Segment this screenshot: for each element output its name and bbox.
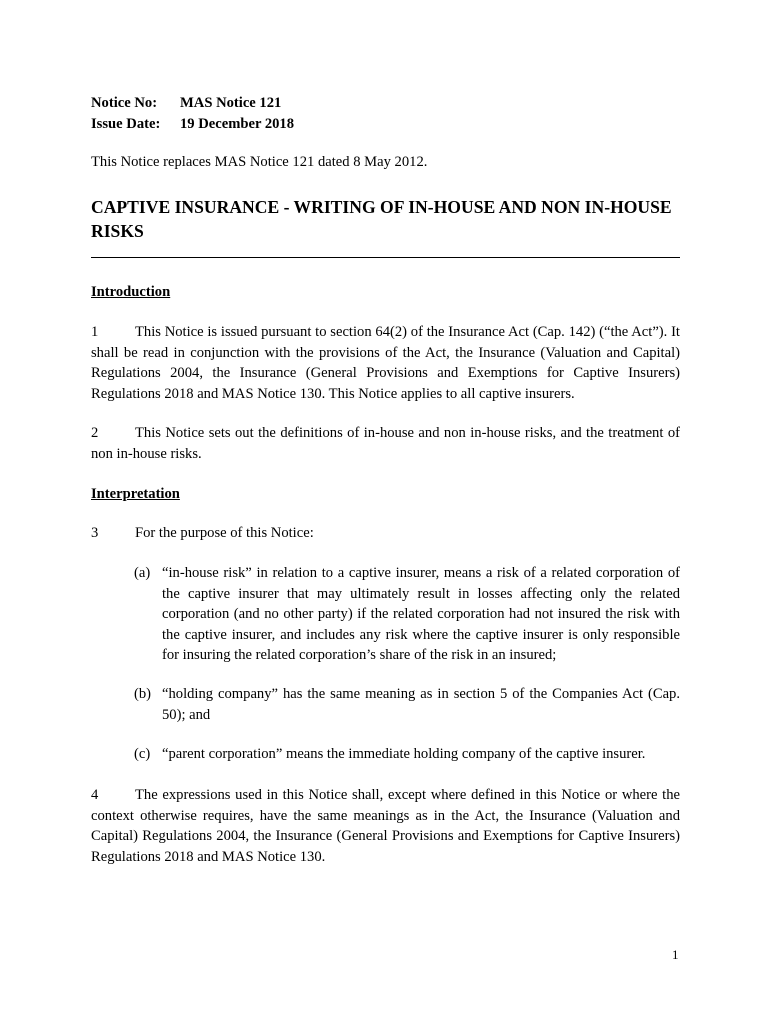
notice-no-value: MAS Notice 121: [180, 95, 282, 111]
title-divider: [91, 257, 680, 258]
document-title: CAPTIVE INSURANCE - WRITING OF IN-HOUSE AND NON IN-HOUSE RISKS: [91, 197, 672, 241]
paragraph-text: The expressions used in this Notice shall, except where defined in this Notice or where the context otherwise requires, have the same meanings as in the Act, the Insurance (Valuation and Capital) Regulations 2004, the Insurance (General Provisions and Exemptions for Captive Insurers) Regulations 2018 and MAS Notice 130.: [91, 787, 680, 865]
definition-text: “holding company” has the same meaning as in section 5 of the Companies Act (Cap. 50); and: [162, 686, 680, 723]
introduction-heading: Introduction: [91, 284, 171, 300]
paragraph-number: 4: [91, 787, 99, 803]
notice-meta: [91, 93, 294, 135]
replaces-note: This Notice replaces MAS Notice 121 dated 8 May 2012.: [91, 154, 428, 170]
paragraph-text: This Notice is issued pursuant to section 64(2) of the Insurance Act (Cap. 142) (“the Act”). It shall be read in conjunction with the provisions of the Act, the Insurance (Valuation and Capital) Regulations 2004, the Insurance (General Provisions and Exemptions for Captive Insurers) Regulations 2018 and MAS Notice 130. This Notice applies to all captive insurers.: [91, 324, 680, 402]
paragraph-number: 1: [91, 324, 99, 340]
definition-text: “parent corporation” means the immediate holding company of the captive insurer.: [162, 746, 646, 762]
page-number: 1: [672, 947, 679, 962]
issue-date-value: 19 December 2018: [180, 116, 295, 132]
issue-date-row: [91, 114, 294, 135]
paragraph-number: 3: [91, 525, 99, 541]
paragraph-number: 2: [91, 425, 99, 441]
definition-text: “in-house risk” in relation to a captive insurer, means a risk of a related corporation of the captive insurer that may ultimately result in losses affecting only the related corporation (and no other party) if the related corporation had not insured the risk with the captive insurer, and includes any risk where the captive insurer is only responsible for insuring the related corporation’s share of the risk in an insured;: [162, 565, 680, 664]
interpretation-heading: Interpretation: [91, 486, 180, 502]
paragraph-text: This Notice sets out the definitions of in-house and non in-house risks, and the treatment of non in-house risks.: [91, 425, 680, 462]
definition-letter: (a): [134, 565, 151, 581]
paragraph-1: [91, 322, 680, 404]
notice-no-label: Notice No:: [91, 95, 158, 111]
definition-letter: (b): [134, 686, 152, 702]
definition-item-a: [134, 563, 680, 666]
definition-item-c: [134, 744, 680, 765]
issue-date-label: Issue Date:: [91, 116, 161, 132]
definition-item-b: [134, 684, 680, 725]
paragraph-4: [91, 785, 680, 867]
paragraph-2: [91, 423, 680, 464]
definition-letter: (c): [134, 746, 151, 762]
paragraph-3: [91, 523, 680, 544]
notice-no-row: [91, 93, 294, 114]
paragraph-text: For the purpose of this Notice:: [135, 525, 314, 541]
